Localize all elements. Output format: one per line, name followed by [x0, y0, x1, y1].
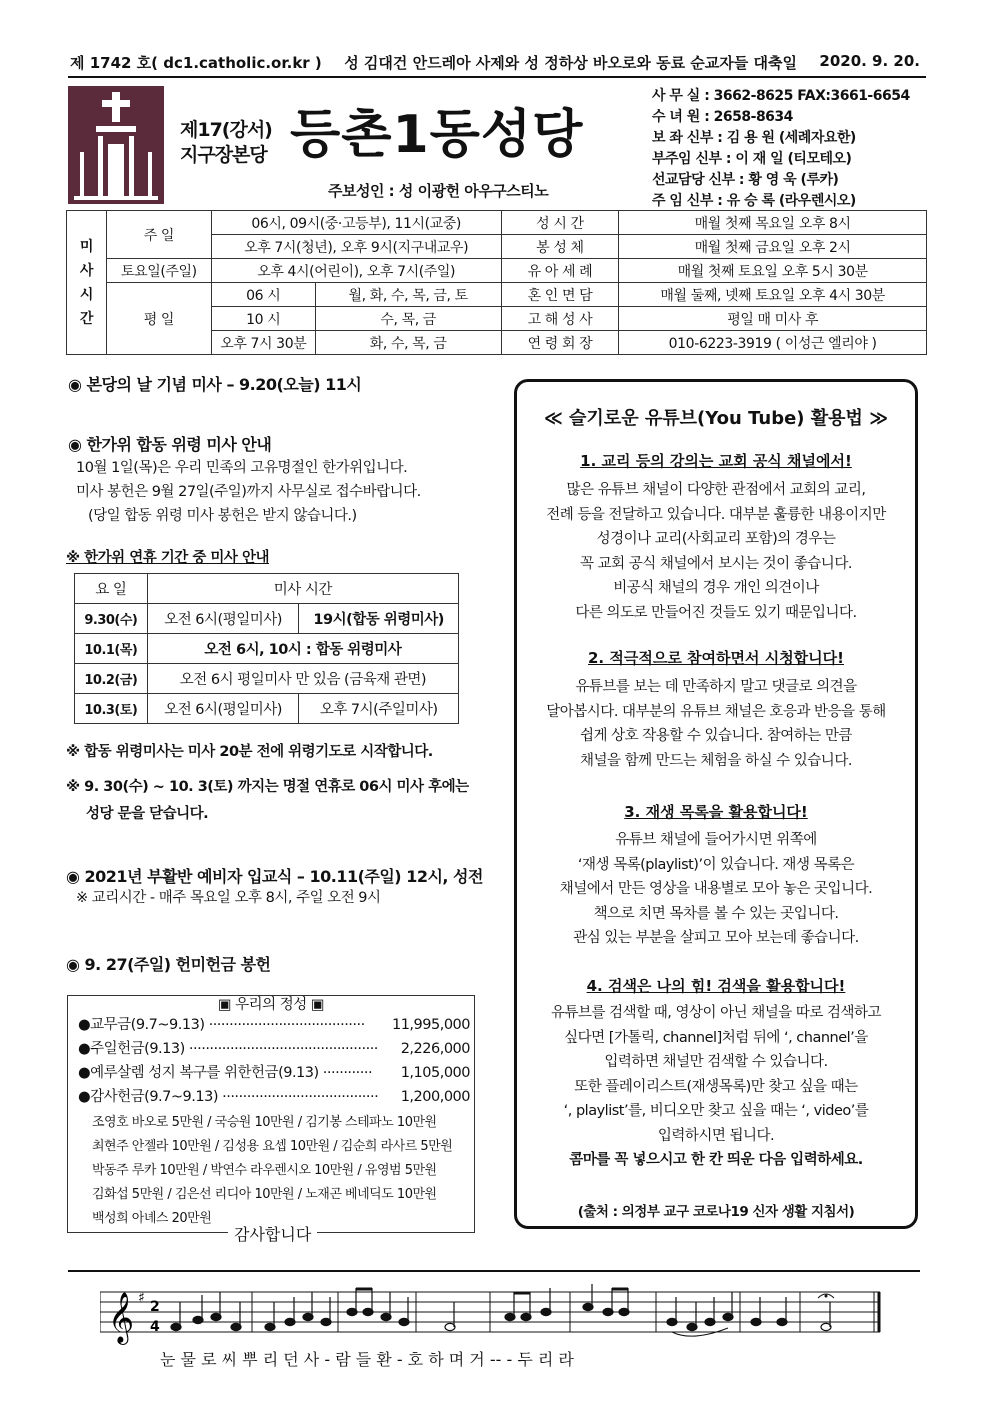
feast-title: 성 김대건 안드레아 사제와 성 정하상 바오로와 동료 순교자들 대축일 [344, 54, 797, 72]
svg-text:4: 4 [150, 1319, 160, 1335]
donor-line: 백성희 아녜스 20만원 [92, 1211, 212, 1226]
holiday-day: 9.30(수) [75, 604, 148, 634]
saturday-label: 토요일(주일) [106, 259, 211, 283]
office-line: 선교담당 신부 : 황 영 욱 (루카) [652, 172, 839, 188]
header-bar [70, 52, 920, 73]
offerings-box [67, 995, 475, 1244]
donor-line: 김화섭 5만원 / 김은선 리디아 10만원 / 노재곤 베네딕도 10만원 [92, 1187, 437, 1202]
event-value: 매월 둘째, 넷째 토요일 오후 4시 30분 [619, 283, 927, 307]
hymn-lyrics: 눈 물 로 씨 뿌 리 던 사 - 람 들 환 - 호 하 며 거 -- - 두 리 라 [160, 1350, 574, 1369]
offerings-title: ▣ 우리의 정성 ▣ [217, 997, 325, 1013]
youtube-guide-box [514, 379, 918, 1229]
event-value: 010-6223-3919 ( 이성근 엘리야 ) [619, 331, 927, 355]
parish-name: 등촌1동성당 [290, 105, 584, 165]
office-line: 부주임 신부 : 이 재 일 (티모테오) [652, 151, 852, 167]
holiday-day: 10.3(토) [75, 694, 148, 724]
notice-line: ※ 합동 위령미사는 미사 20분 전에 위령기도로 시작합니다. [66, 744, 433, 760]
offering-row: ●교무금(9.7~9.13) ······································ 11,995,000 [78, 1017, 470, 1033]
rcia-title: ◉ 2021년 부활반 예비자 입교식 – 10.11(주일) 12시, 성전 [66, 867, 483, 886]
office-line: 사 무 실 : 3662-8625 FAX:3661-6654 [652, 88, 910, 104]
saturday-times: 오후 4시(어린이), 오후 7시(주일) [211, 259, 501, 283]
offering-row: ●예루살렘 성지 복구를 위한헌금(9.13) ············ 1,105,000 [78, 1065, 470, 1081]
music-staff [100, 1280, 890, 1354]
sunday-label: 주 일 [106, 211, 211, 259]
office-line: 수 녀 원 : 2658-8634 [652, 109, 793, 125]
column-header: 미사 시간 [147, 574, 458, 604]
chuseok-line: 미사 봉헌은 9월 27일(주일)까지 사무실로 접수바랍니다. [76, 484, 421, 500]
church-logo [68, 86, 164, 204]
mass-time-label: 미 사 시 간 [67, 211, 107, 355]
issue-date: 2020. 9. 20. [819, 52, 920, 70]
office-info [652, 86, 910, 212]
holiday-day: 10.1(목) [75, 634, 148, 664]
tithe-title: ◉ 9. 27(주일) 헌미헌금 봉헌 [66, 955, 271, 974]
sunday-times: 06시, 09시(중·고등부), 11시(교중) [211, 211, 501, 235]
weekday-time: 오후 7시 30분 [211, 331, 315, 355]
svg-text:♯: ♯ [138, 1290, 145, 1306]
weekday-days: 수, 목, 금 [315, 307, 501, 331]
event-name: 혼 인 면 담 [501, 283, 619, 307]
patron-saint: 주보성인 : 성 이광헌 아우구스티노 [328, 182, 549, 200]
thanks-label: 감사합니다 [228, 1222, 317, 1245]
chuseok-mass-title: ◉ 한가위 합동 위령 미사 안내 [68, 435, 272, 454]
event-value: 매월 첫째 토요일 오후 5시 30분 [619, 259, 927, 283]
weekday-time: 10 시 [211, 307, 315, 331]
holiday-mass-table [74, 573, 459, 724]
holiday-time: 오전 6시, 10시 : 합동 위령미사 [147, 634, 458, 664]
weekday-days: 월, 화, 수, 목, 금, 토 [315, 283, 501, 307]
holiday-day: 10.2(금) [75, 664, 148, 694]
weekday-label: 평 일 [106, 283, 211, 355]
donor-line: 최현주 안젤라 10만원 / 김성용 요셉 10만원 / 김순희 라사르 5만원 [92, 1139, 453, 1154]
youtube-section-body: 유튜브 채널에 들어가시면 위쪽에 ‘재생 목록(playlist)’이 있습니다. 재생 목록은 채널에서 만든 영상을 내용별로 모아 놓은 곳입니다. 책으로 치면 목차를 볼 수 있는 곳입니다. 관심 있는 부분을 살피고 모아 보는데 좋습니다. [559, 832, 873, 946]
donor-list [92, 1111, 452, 1231]
office-line: 주 임 신부 : 유 승 록 (라우렌시오) [652, 193, 856, 209]
event-value: 평일 매 미사 후 [619, 307, 927, 331]
anniversary-mass-title: ◉ 본당의 날 기념 미사 – 9.20(오늘) 11시 [68, 375, 362, 394]
footer-divider [68, 1270, 920, 1272]
rcia-schedule: ※ 교리시간 - 매주 목요일 오후 8시, 주일 오전 9시 [76, 890, 381, 906]
event-name: 봉 성 체 [501, 235, 619, 259]
offering-row: ●감사헌금(9.7~9.13) ······································ 1,200,000 [78, 1089, 470, 1105]
chuseok-line: 10월 1일(목)은 우리 민족의 고유명절인 한가위입니다. [76, 460, 408, 476]
chuseok-line: (당일 합동 위령 미사 봉헌은 받지 않습니다.) [88, 508, 357, 524]
event-value: 매월 첫째 금요일 오후 2시 [619, 235, 927, 259]
youtube-section-body: 많은 유튜브 채널이 다양한 관점에서 교회의 교리, 전례 등을 전달하고 있습니다. 대부분 훌륭한 내용이지만 성경이나 교리(사회교리 포함)의 경우는 꼭 교회 공식 채널에서 보시는 것이 좋습니다. 비공식 채널의 경우 개인 의견이나 다른 의도로 만들어진 것들도 있기 때문입니다. [546, 482, 886, 621]
youtube-source: (출처 : 의정부 교구 코로나19 신자 생활 지침서) [577, 1204, 855, 1220]
offerings-list [78, 1013, 470, 1109]
holiday-time: 19시(합동 위령미사) [299, 604, 459, 634]
holiday-time: 오전 6시 평일미사 만 있음 (금육재 관면) [147, 664, 458, 694]
youtube-section-heading: 4. 검색은 나의 힘! 검색을 활용합니다! [586, 977, 846, 995]
youtube-guide-title: ≪ 슬기로운 유튜브(You Tube) 활용법 ≫ [543, 408, 889, 429]
notice-line: 성당 문을 닫습니다. [86, 806, 209, 822]
svg-text:𝄞: 𝄞 [108, 1292, 135, 1343]
youtube-section-body: 유튜브를 검색할 때, 영상이 아닌 채널을 따로 검색하고 싶다면 [가톨릭, channel]처럼 뒤에 ‘, channel’을 입력하면 채널만 검색할 수 있습니다. 또한 플레이리스트(재생목록)만 찾고 싶을 때는 ‘, playlist’를, 비디오만 찾고 싶을 때는 ‘, video’를 입력하시면 됩니다. 콤마를 꼭 넣으시고 한 칸 띄운 다음 입력하세요. [550, 1005, 882, 1168]
office-line: 보 좌 신부 : 김 용 원 (세례자요한) [652, 130, 856, 146]
weekday-days: 화, 수, 목, 금 [315, 331, 501, 355]
header-divider [68, 76, 926, 78]
event-value: 매월 첫째 목요일 오후 8시 [619, 211, 927, 235]
donor-line: 조영호 바오로 5만원 / 국승원 10만원 / 김기봉 스테파노 10만원 [92, 1115, 437, 1130]
offering-row: ●주일헌금(9.13) ·············································· 2,226,000 [78, 1041, 470, 1057]
event-name: 고 해 성 사 [501, 307, 619, 331]
event-name: 연 령 회 장 [501, 331, 619, 355]
youtube-section-body: 유튜브를 보는 데 만족하지 말고 댓글로 의견을 달아봅시다. 대부분의 유튜브 채널은 호응과 반응을 통해 쉽게 상호 작용할 수 있습니다. 참여하는 만큼 채널을 함께 만드는 체험을 하실 수 있습니다. [546, 679, 886, 769]
holiday-time: 오후 7시(주일미사) [299, 694, 459, 724]
event-name: 성 시 간 [501, 211, 619, 235]
mass-schedule-table [66, 210, 927, 355]
weekday-time: 06 시 [211, 283, 315, 307]
issue-number: 제 1742 호( dc1.catholic.or.kr ) [70, 54, 322, 72]
youtube-section-heading: 3. 재생 목록을 활용합니다! [624, 803, 808, 821]
svg-text:2: 2 [150, 1299, 160, 1315]
district-label: 제17(강서) 지구장본당 [180, 119, 272, 166]
column-header: 요 일 [75, 574, 148, 604]
youtube-section-heading: 2. 적극적으로 참여하면서 시청합니다! [588, 649, 844, 667]
donor-line: 박동주 루카 10만원 / 박연수 라우렌시오 10만원 / 유영범 5만원 [92, 1163, 437, 1178]
event-name: 유 아 세 례 [501, 259, 619, 283]
holiday-mass-title: ※ 한가위 연휴 기간 중 미사 안내 [66, 550, 269, 566]
holiday-time: 오전 6시(평일미사) [147, 694, 299, 724]
sunday-times: 오후 7시(청년), 오후 9시(지구내교우) [211, 235, 501, 259]
youtube-section-heading: 1. 교리 등의 강의는 교회 공식 채널에서! [580, 452, 852, 470]
notice-line: ※ 9. 30(수) ~ 10. 3(토) 까지는 명절 연휴로 06시 미사 후에는 [66, 779, 469, 795]
holiday-time: 오전 6시(평일미사) [147, 604, 299, 634]
